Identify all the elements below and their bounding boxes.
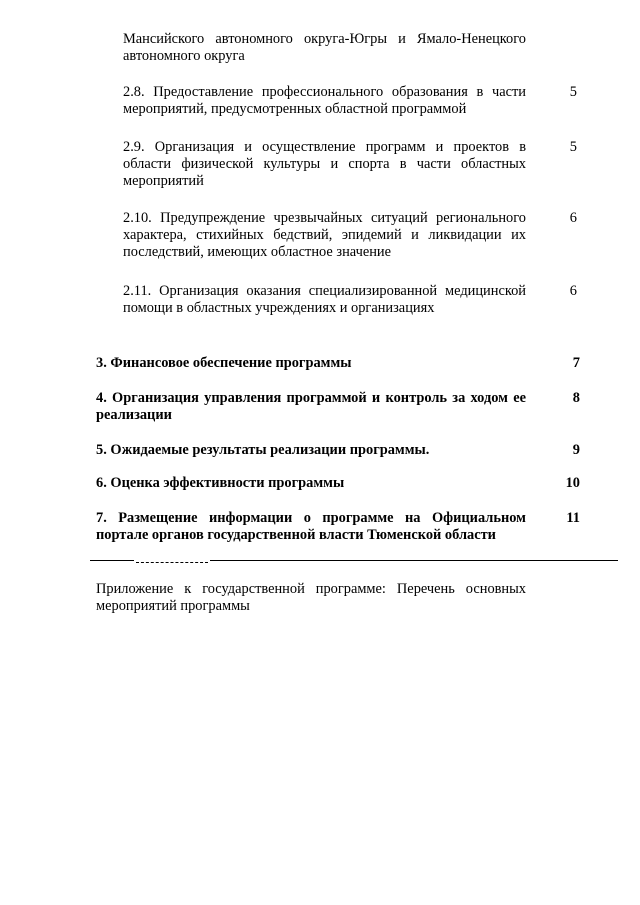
toc-section-text: 4. Организация управления программой и контроль за ходом ее реализации (96, 390, 526, 423)
toc-entry-text: 2.10. Предупреждение чрезвычайных ситуаций регионального характера, стихийных бедствий, эпидемий и ликвидации их последствий, имеющих областное значение (123, 210, 526, 260)
toc-page-number: 7 (572, 355, 580, 371)
appendix-note: Приложение к государственной программе: Перечень основных мероприятий программы (96, 581, 526, 614)
toc-section-text: 6. Оценка эффективности программы (96, 475, 345, 491)
toc-page-number: 9 (572, 442, 580, 458)
toc-continuation-text: Мансийского автономного округа-Югры и Ямало-Ненецкого автономного округа (123, 31, 526, 64)
toc-page-number: 6 (569, 210, 577, 226)
toc-page-number: 8 (572, 390, 580, 406)
toc-page-number: 10 (565, 475, 580, 491)
separator-line (90, 560, 134, 561)
toc-section-text: 5. Ожидаемые результаты реализации программы. (96, 442, 430, 458)
toc-page-number: 6 (569, 283, 577, 299)
toc-section-text: 7. Размещение информации о программе на Официальном портале органов государственной власти Тюменской области (96, 510, 526, 543)
toc-entry-text: 2.11. Организация оказания специализированной медицинской помощи в областных учреждениях и организациях (123, 283, 526, 316)
toc-entry-text: 2.9. Организация и осуществление программ и проектов в области физической культуры и спорта в части областных мероприятий (123, 139, 526, 189)
toc-page-number: 5 (569, 84, 577, 100)
toc-page-number: 11 (566, 510, 580, 526)
separator-line (210, 560, 618, 561)
toc-entry-text: 2.8. Предоставление профессионального образования в части мероприятий, предусмотренных областной программой (123, 84, 526, 117)
toc-page-number: 5 (569, 139, 577, 155)
toc-section-text: 3. Финансовое обеспечение программы (96, 355, 352, 371)
separator-line (136, 562, 208, 563)
